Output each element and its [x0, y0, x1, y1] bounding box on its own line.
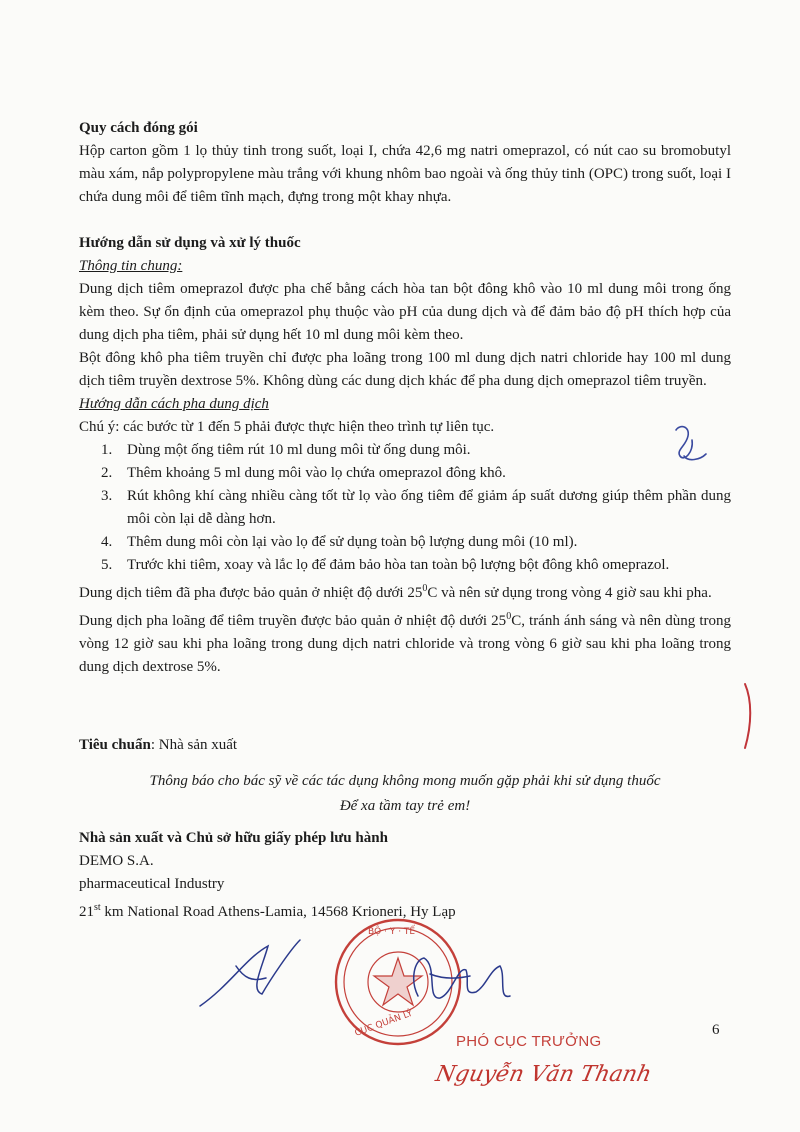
signature-name: Nguyễn Văn Thanh [433, 1062, 654, 1087]
step-item: 1. Dùng một ống tiêm rút 10 ml dung môi từ ống dung môi. [101, 442, 471, 458]
svg-text:BỘ · Y · TẾ: BỘ · Y · TẾ [368, 927, 416, 937]
step-item: 3. Rút không khí càng nhiều càng tốt từ lọ vào ống tiêm để giảm áp suất dương giúp thêm phần dung môi còn lại dễ dàng hơn. [101, 488, 731, 527]
manufacturer-heading: Nhà sản xuất và Chủ sở hữu giấy phép lưu hành [79, 830, 388, 846]
svg-text:CỤC QUẢN LÝ: CỤC QUẢN LÝ [353, 1008, 415, 1039]
warning-line-1: Thông báo cho bác sỹ về các tác dụng không mong muốn gặp phải khi sử dụng thuốc [149, 773, 661, 789]
warning-line-2: Để xa tầm tay trẻ em! [339, 798, 471, 814]
general-info-paragraph-1: Dung dịch tiêm omeprazol được pha chế bằng cách hòa tan bột đông khô vào 10 ml dung môi trong ống kèm theo. Sự ổn định của omeprazol phụ thuộc vào pH của dung dịch và để đảm bảo độ pH thích hợp của dung dịch pha tiêm, phải sử dụng hết 10 ml dung môi kèm theo. [79, 281, 731, 343]
step-item: 4. Thêm dung môi còn lại vào lọ để sử dụng toàn bộ lượng dung môi (10 ml). [101, 534, 578, 550]
margin-mark [745, 684, 750, 748]
initials-mark [676, 427, 706, 460]
step-item: 2. Thêm khoảng 5 ml dung môi vào lọ chứa omeprazol đông khô. [101, 465, 506, 481]
usage-heading: Hướng dẫn sử dụng và xử lý thuốc [79, 235, 301, 251]
general-info-paragraph-2: Bột đông khô pha tiêm truyền chỉ được pha loãng trong 100 ml dung dịch natri chloride hay 100 ml dung dịch tiêm truyền dextrose 5%. Không dùng các dung dịch khác để pha dung dịch omeprazol tiêm truyền. [79, 350, 731, 389]
page-number: 6 [712, 1022, 720, 1038]
packaging-text: Hộp carton gồm 1 lọ thủy tinh trong suốt, loại I, chứa 42,6 mg natri omeprazol, có nút cao su bromobutyl màu xám, nắp polypropylene màu trắng với khung nhôm bao ngoài và ống thủy tinh (OPC) trong suốt, loại I chứa dung môi để tiêm tĩnh mạch, đựng trong một khay nhựa. [79, 143, 731, 205]
manufacturer-address: 21st km National Road Athens-Lamia, 14568 Krioneri, Hy Lạp [79, 902, 456, 920]
preparation-heading: Hướng dẫn cách pha dung dịch [79, 396, 269, 412]
step-item: 5. Trước khi tiêm, xoay và lắc lọ để đảm bảo hòa tan toàn bộ lượng bột đông khô omeprazol. [101, 557, 670, 573]
manufacturer-name: DEMO S.A. [79, 853, 154, 869]
official-stamp [336, 920, 460, 1044]
preparation-note: Chú ý: các bước từ 1 đến 5 phải được thực hiện theo trình tự liên tục. [79, 419, 495, 435]
standard-label: Tiêu chuẩn [79, 737, 151, 753]
general-info-heading: Thông tin chung: [79, 258, 183, 274]
storage-paragraph-2: Dung dịch pha loãng để tiêm truyền được bảo quản ở nhiệt độ dưới $25^0C$, tránh ánh sáng và nên dùng trong vòng 12 giờ sau khi pha loãng trong dung dịch natri chloride và trong vòng 6 giờ sau khi pha loãng trong dung dịch dextrose 5%. [79, 611, 731, 675]
storage-paragraph-1: Dung dịch tiêm đã pha được bảo quản ở nhiệt độ dưới $25^0C$ và nên sử dụng trong vòng 4 giờ sau khi pha. [79, 583, 712, 601]
standard-value: : Nhà sản xuất [150, 737, 238, 753]
manufacturer-industry: pharmaceutical Industry [79, 876, 225, 892]
signature-title: PHÓ CỤC TRƯỞNG [456, 1033, 602, 1050]
packaging-heading: Quy cách đóng gói [79, 120, 198, 136]
